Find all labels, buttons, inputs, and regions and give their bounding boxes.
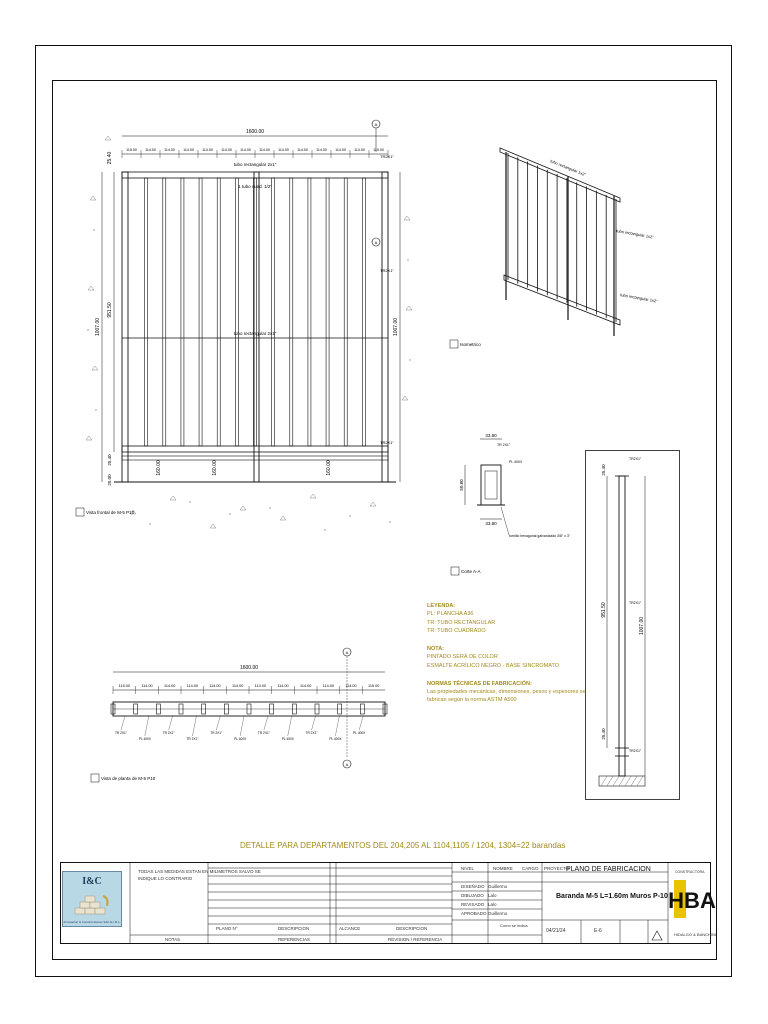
iso-balusters xyxy=(508,153,616,322)
plan-spacing-dim: 114.00 xyxy=(345,684,357,688)
title-block-grid xyxy=(60,862,711,944)
legend-item-1: PL: PLANCHA A36 xyxy=(427,611,474,618)
elevation-baluster xyxy=(290,178,293,446)
brand-name: HIDALGO & BANCHINI xyxy=(674,932,717,937)
tb-notes-1: TODAS LAS MEDIDAS ESTAN EN MILIMETROS SALVO SE xyxy=(138,869,261,874)
plan-label: TR 2X1" xyxy=(305,731,318,735)
elevation-baluster xyxy=(235,178,238,446)
company-logo xyxy=(62,871,122,927)
tb-notes-2: INDIQUE LO CONTRARIO xyxy=(138,876,193,881)
side-label-3: TR2X1" xyxy=(629,749,642,753)
front-elevation-drawing xyxy=(70,110,415,540)
elevation-top-rail xyxy=(122,172,388,178)
side-label-2: TR2X1" xyxy=(629,601,642,605)
tb-hdr-nivel: NIVEL xyxy=(461,866,475,871)
tb-col-descripcion: DESCRIPCION xyxy=(278,926,310,931)
elevation-balusters xyxy=(145,178,366,446)
plan-label: PL 400X xyxy=(138,737,151,741)
plan-label: TR 2X1" xyxy=(257,731,270,735)
elevation-total-dim: 1600.00 xyxy=(245,129,265,135)
plan-spacing-dim: 114.00 xyxy=(322,684,335,688)
plan-label: TR 2X1" xyxy=(162,731,175,735)
tb-role-name-3: Lalo xyxy=(488,902,497,907)
plan-labels xyxy=(115,716,366,741)
elevation-caption: Vista frontal de M-5 P10 xyxy=(86,510,135,515)
side-total-dim: 1007.00 xyxy=(639,616,645,636)
elevation-baluster xyxy=(272,178,275,446)
elevation-post-right xyxy=(382,172,388,482)
section-detail-drawing xyxy=(445,425,571,585)
drawing-subtitle: Baranda M-5 L=1.60m Muros P-10 xyxy=(556,893,668,900)
tb-role-1: DISEÑADO xyxy=(461,884,485,889)
elevation-baluster xyxy=(308,178,311,446)
plan-label: TR 2X1" xyxy=(186,737,199,741)
elevation-baluster xyxy=(217,178,220,446)
tb-col-notas: NOTAS xyxy=(165,937,181,942)
section-height-dim: 50.80 xyxy=(459,479,464,491)
elevation-baluster-label: 1 tubo cuad. 1/2" xyxy=(238,184,272,189)
tb-role-3: REVISADO xyxy=(461,902,485,907)
elevation-spacing-dims xyxy=(122,148,388,158)
plan-total-dim: 1600.00 xyxy=(239,665,259,671)
plan-spacing-dim: 114.00 xyxy=(186,684,199,688)
drawing-date: 04/21/24 xyxy=(546,928,566,934)
norms-2: fabrican según la norma ASTM A500 xyxy=(427,697,517,704)
elevation-left-height-dim: 1007.00 xyxy=(95,317,101,337)
elevation-bottom-dim-1: 25.40 xyxy=(107,454,112,466)
elevation-baluster xyxy=(326,178,329,446)
legend-item-2: TR: TUBO RECTANGULAR xyxy=(427,619,496,626)
elevation-spacing-dim: 115.00 xyxy=(126,148,137,152)
plan-spacing-dim: 115.00 xyxy=(367,684,380,688)
plan-label: TR 2X1" xyxy=(115,731,127,735)
side-label-1: TR2X1" xyxy=(629,457,642,461)
legend-title: LEYENDA: xyxy=(427,603,456,609)
plan-label: PL 400X xyxy=(281,737,294,741)
elevation-right-label-2: TR2X1" xyxy=(380,268,394,273)
plan-spacing-dim: 114.00 xyxy=(299,684,312,688)
drawing-sheet: E-6 xyxy=(594,928,602,934)
tb-role-name-1: Guillermo xyxy=(488,884,508,889)
elevation-post-dim-1: 160.00 xyxy=(156,460,162,476)
side-post xyxy=(619,476,625,776)
section-caption: Corte A-A xyxy=(461,569,481,574)
tb-role-name-4: Guillermo xyxy=(488,911,508,916)
elevation-baluster xyxy=(181,178,184,446)
plan-spacing-dim: 114.00 xyxy=(254,684,267,688)
elevation-baluster xyxy=(199,178,202,446)
plan-label: PL 400X xyxy=(234,737,247,741)
elevation-top-offset-dim: 25.40 xyxy=(107,151,113,165)
iso-top-label: tubo rectangular 1x2" xyxy=(549,158,587,178)
elevation-spacing-dim: 114.00 xyxy=(335,148,346,152)
tb-hdr-cargo: CARGO xyxy=(522,866,539,871)
elevation-bottom-rail xyxy=(122,446,388,452)
tb-role-name-2: Lalo xyxy=(488,893,497,898)
elevation-spacing-dim: 114.00 xyxy=(278,148,289,152)
iso-caption: Isometrico xyxy=(460,342,481,347)
elevation-right-label-1: TR2X1" xyxy=(380,154,394,159)
elevation-spacing-dim: 114.00 xyxy=(259,148,270,152)
plan-label: TR 2X1" xyxy=(210,731,223,735)
tb-col-revision: REVISION / REFERENCIA xyxy=(388,937,443,942)
elevation-right-label-3: TR2X1" xyxy=(380,440,394,445)
elevation-right-height-dim: 1007.00 xyxy=(393,317,399,337)
elevation-baluster xyxy=(145,178,148,446)
plan-spacing-dim: 114.00 xyxy=(209,684,221,688)
elevation-spacing-dim: 115.00 xyxy=(373,148,384,152)
elevation-spacing-dim: 114.00 xyxy=(202,148,213,152)
note-2: ESMALTE ACRÍLICO NEGRO - BASE SINCROMATO xyxy=(427,662,560,669)
side-height-dim: 951.50 xyxy=(601,602,607,618)
side-bottom-dim: 25.40 xyxy=(601,728,606,740)
plan-spacing-dim: 114.00 xyxy=(163,684,176,688)
plan-spacing-dim: 114.00 xyxy=(231,684,244,688)
plan-caption: Vista de planta de M-5 P10 xyxy=(101,776,156,781)
plan-spacing-dim: 114.00 xyxy=(277,684,289,688)
drawing-title: PLANO DE FABRICACION xyxy=(566,866,651,873)
norms-1: Las propiedades mecánicas, dimensiones, pesos y espesores se xyxy=(427,689,586,695)
svg-text:A: A xyxy=(345,650,349,655)
section-top-dim: 33.80 xyxy=(485,433,497,438)
brand-text: HBA xyxy=(668,888,716,913)
detail-title: DETALLE PARA DEPARTAMENTOS DEL 204,205 AL 1104,1105 / 1204, 1304=22 barandas xyxy=(240,841,566,850)
tb-role-4: APROBADO xyxy=(461,911,487,916)
elevation-baluster xyxy=(163,178,166,446)
plan-label: PL 400X xyxy=(353,731,366,735)
note-1: PINTADO SERÁ DE COLOR xyxy=(427,654,498,661)
plan-spacing-dim: 115.00 xyxy=(118,684,131,688)
iso-mid-label: tubo rectangular 1x2" xyxy=(615,228,655,240)
elevation-mid-label: tubo rectangular 2x1" xyxy=(233,331,277,336)
side-view-drawing xyxy=(585,450,680,800)
legend-item-3: TR: TUBO CUADRADO xyxy=(427,627,486,634)
elevation-top-label: tubo rectangular 2x1" xyxy=(233,162,277,167)
plan-spacing-dim: 114.00 xyxy=(141,684,153,688)
svg-text:A: A xyxy=(345,762,349,767)
elevation-spacing-dim: 114.00 xyxy=(240,148,251,152)
company-logo-text: I&C xyxy=(82,876,102,887)
tb-col-alcance: ALCANCE xyxy=(339,926,361,931)
elevation-spacing-dim: 114.00 xyxy=(164,148,175,152)
legend-block xyxy=(427,602,587,705)
tb-role-2: DIBUJADO xyxy=(461,893,484,898)
elevation-spacing-dim: 114.00 xyxy=(297,148,308,152)
elevation-post-dim-2: 160.00 xyxy=(212,460,218,476)
plan-view-drawing xyxy=(85,640,415,800)
svg-text:A: A xyxy=(374,240,378,245)
company-sub: Innovacion & Construcciones SAC E.I.R.L. xyxy=(63,920,121,924)
plan-spacing-dims xyxy=(113,684,379,694)
plan-label: PL 400X xyxy=(329,737,342,741)
tb-hdr-proyecto: PROYECTO: xyxy=(544,866,571,871)
constructor-label: CONSTRUCTORA xyxy=(675,870,705,874)
section-label-top: TR 2X1" xyxy=(497,443,511,447)
section-bottom-dim: 33.80 xyxy=(485,521,497,526)
tb-col-referencias: REFERENCIAS xyxy=(278,937,311,942)
side-top-dim: 25.40 xyxy=(601,464,606,476)
elevation-post-dim-3: 160.00 xyxy=(326,460,332,476)
elevation-baluster xyxy=(362,178,365,446)
svg-text:A: A xyxy=(374,122,378,127)
elevation-post-left xyxy=(122,172,128,482)
elevation-spacing-dim: 114.00 xyxy=(183,148,194,152)
drawing-scale: Como se indica xyxy=(500,923,528,928)
elevation-spacing-dim: 114.00 xyxy=(145,148,156,152)
elevation-inner-height-dim: 951.50 xyxy=(107,302,113,318)
elevation-spacing-dim: 114.00 xyxy=(354,148,365,152)
elevation-bottom-dim-2: 25.00 xyxy=(107,474,112,486)
note-title: NOTA: xyxy=(427,646,445,652)
section-label-anchor: tornillo hexagonal galvanizado 3/8" x 3" xyxy=(509,534,571,538)
iso-bottom-label: tubo rectangular 1x2" xyxy=(619,292,659,304)
elevation-spacing-dim: 114.00 xyxy=(316,148,327,152)
iso-bottom-rail xyxy=(504,275,620,325)
tb-hdr-nombre: NOMBRE xyxy=(493,866,513,871)
elevation-baluster xyxy=(344,178,347,446)
tb-col-descripcion2: DESCRIPCION xyxy=(396,926,428,931)
isometric-view-drawing xyxy=(440,140,659,350)
brick-icon xyxy=(73,892,113,916)
hba-logo xyxy=(668,880,716,918)
section-label-plate: PL 400X xyxy=(509,460,523,464)
norms-title: NORMAS TÉCNICAS DE FABRICACIÓN: xyxy=(427,680,532,687)
tb-col-plano: PLANO N° xyxy=(216,926,238,931)
elevation-spacing-dim: 114.00 xyxy=(221,148,232,152)
